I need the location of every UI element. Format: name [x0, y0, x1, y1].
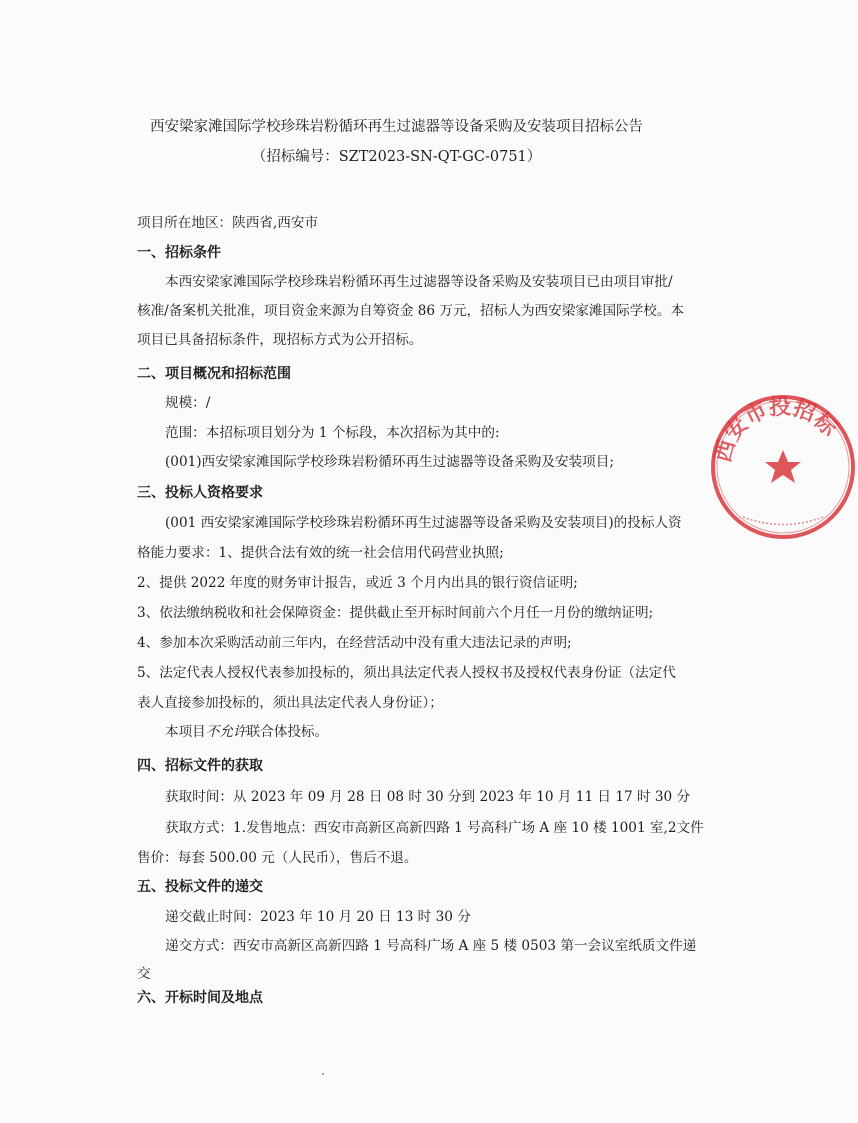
paragraph-line: 项目已具备招标条件，现招标方式为公开招标。 [137, 332, 423, 348]
paragraph-line: 本西安梁家滩国际学校珍珠岩粉循环再生过滤器等设备采购及安装项目已由项目审批/ [165, 274, 673, 290]
paragraph-line: 3、依法缴纳税收和社会保障资金：提供截止至开标时间前六个月任一月份的缴纳证明; [137, 605, 654, 621]
section-heading-6: 六、开标时间及地点 [137, 990, 263, 1006]
project-region: 项目所在地区：陕西省,西安市 [137, 215, 319, 231]
section-heading-4: 四、招标文件的获取 [137, 758, 263, 774]
footer-mark [322, 1073, 324, 1075]
paragraph-line: 规模：/ [165, 395, 211, 411]
consortium-line [165, 722, 328, 742]
official-seal-stamp [708, 392, 858, 542]
paragraph-line: 递交截止时间：2023 年 10 月 20 日 13 时 30 分 [165, 909, 471, 925]
section-heading-2: 二、项目概况和招标范围 [137, 366, 291, 382]
paragraph-line: 4、参加本次采购活动前三年内，在经营活动中没有重大违法记录的声明; [137, 635, 572, 651]
paragraph-line: 表人直接参加投标的，须出具法定代表人身份证）； [137, 695, 443, 711]
section-heading-1: 一、招标条件 [137, 245, 221, 261]
paragraph-line: 格能力要求：1、提供合法有效的统一社会信用代码营业执照; [137, 545, 504, 561]
paragraph-line: 递交方式：西安市高新区高新四路 1 号高科广场 A 座 5 楼 0503 第一会议室纸质文件递 [165, 938, 697, 954]
paragraph-line: 获取方式：1.发售地点：西安市高新区高新四路 1 号高科广场 A 座 10 楼 1001 室,2文件 [165, 820, 704, 836]
paragraph-line: (001 西安梁家滩国际学校珍珠岩粉循环再生过滤器等设备采购及安装项目)的投标人资 [165, 515, 682, 531]
paragraph-line: 售价：每套 500.00 元（人民币），售后不退。 [137, 850, 418, 866]
paragraph-line: 范围：本招标项目划分为 1 个标段，本次招标为其中的: [165, 425, 500, 441]
tender-number: （招标编号：SZT2023-SN-QT-GC-0751） [251, 149, 542, 165]
paragraph-line: 5、法定代表人授权代表参加投标的，须出具法定代表人授权书及授权代表身份证（法定代 [137, 665, 676, 681]
seal-text: 西安市投招标 [710, 394, 842, 466]
paragraph-line: 交 [137, 966, 151, 982]
paragraph-line: 获取时间：从 2023 年 09 月 28 日 08 时 30 分到 2023 年 10 月 11 日 17 时 30 分 [165, 789, 691, 805]
paragraph-line: (001)西安梁家滩国际学校珍珠岩粉循环再生过滤器等设备采购及安装项目; [165, 454, 614, 470]
paragraph-line: 2、提供 2022 年度的财务审计报告，或近 3 个月内出具的银行资信证明; [137, 575, 578, 591]
section-heading-3: 三、投标人资格要求 [137, 485, 263, 501]
consortium-prefix: 本项目 [165, 724, 206, 740]
svg-text:西安市投招标 [711, 394, 843, 466]
paragraph-line: 核准/备案机关批准，项目资金来源为自筹资金 86 万元，招标人为西安梁家滩国际学校。本 [137, 303, 685, 319]
consortium-italic: 不允许 [205, 724, 247, 740]
document-title: 西安梁家滩国际学校珍珠岩粉循环再生过滤器等设备采购及安装项目招标公告 [150, 119, 643, 135]
section-heading-5: 五、投标文件的递交 [137, 879, 263, 895]
consortium-suffix: 联合体投标。 [246, 724, 329, 740]
